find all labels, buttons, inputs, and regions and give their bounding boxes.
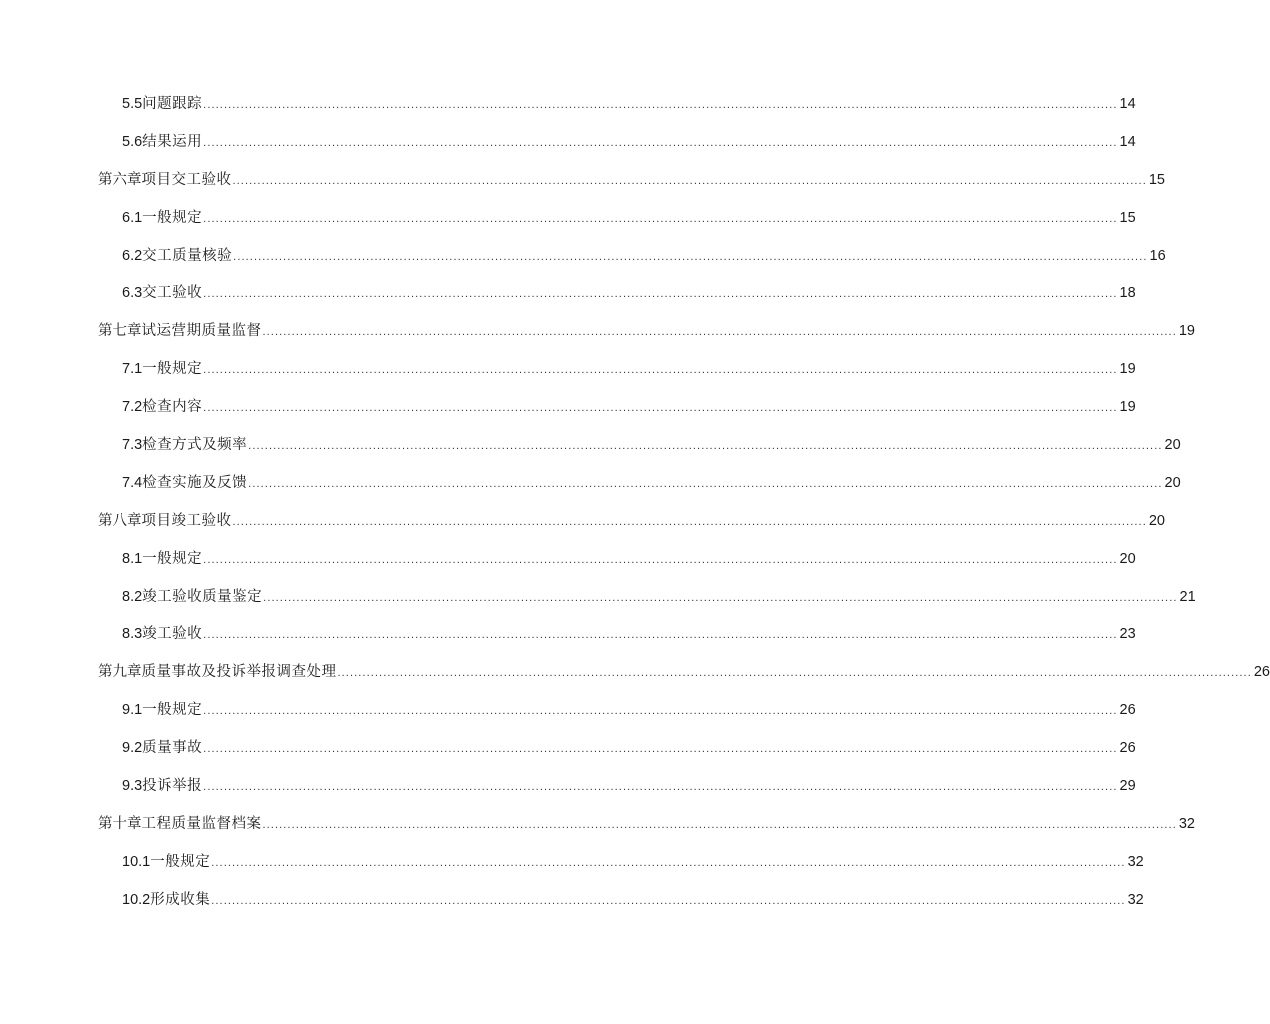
toc-page-number: 32 [1127,853,1144,870]
toc-dot-leader: ............................................................................................................................................................................................................................ [203,402,1118,415]
toc-chapter-entry[interactable] [98,321,1195,359]
toc-section-entry[interactable] [98,852,1144,890]
toc-chapter-entry[interactable] [98,662,1270,700]
toc-dot-leader: ............................................................................................................................................................................................................................ [203,288,1118,301]
toc-dot-leader: ............................................................................................................................................................................................................................ [248,440,1163,453]
toc-entry-number: 9.3 [122,778,143,795]
toc-page-number: 20 [1148,512,1165,529]
toc-entry-number: 第十章 [98,815,142,832]
toc-entry-title: 检查实施及反馈 [142,474,248,491]
toc-page-number: 26 [1119,702,1136,719]
toc-dot-leader: ............................................................................................................................................................................................................................ [203,743,1118,756]
toc-dot-leader: ............................................................................................................................................................................................................................ [232,515,1147,528]
toc-section-entry[interactable] [98,397,1136,435]
toc-section-entry[interactable] [98,587,1196,625]
toc-dot-leader: ............................................................................................................................................................................................................................ [262,326,1177,339]
toc-section-entry[interactable] [98,246,1166,284]
toc-page-number: 32 [1127,891,1144,908]
toc-entry-number: 5.5 [122,96,143,112]
toc-page-number: 14 [1119,96,1136,112]
toc-chapter-entry[interactable] [98,170,1165,208]
toc-chapter-entry[interactable] [98,814,1195,852]
toc-entry-title: 交工质量核验 [142,247,233,264]
toc-entry-title: 试运营期质量监督 [141,323,262,340]
toc-entry-number: 9.1 [122,702,143,719]
toc-page-number: 20 [1164,437,1181,454]
toc-entry-title: 竣工验收质量鉴定 [142,588,263,605]
toc-entry-title: 质量事故 [142,740,203,757]
toc-entry-number: 9.2 [122,740,143,757]
toc-page-number: 20 [1119,550,1136,567]
toc-page-number: 21 [1179,588,1196,605]
toc-page-number: 19 [1119,361,1136,378]
toc-dot-leader: ............................................................................................................................................................................................................................ [203,705,1118,718]
toc-page-number: 18 [1119,285,1136,302]
toc-entry-title: 质量事故及投诉举报调查处理 [141,664,337,681]
toc-entry-number: 6.1 [122,209,143,226]
toc-entry-title: 一般规定 [142,209,203,226]
toc-entry-number: 10.1 [122,853,151,870]
toc-dot-leader: ............................................................................................................................................................................................................................ [248,477,1163,490]
toc-entry-number: 第八章 [98,512,142,529]
toc-dot-leader: ............................................................................................................................................................................................................................ [263,591,1178,604]
toc-entry-title: 形成收集 [150,891,211,908]
toc-section-entry[interactable] [98,94,1136,132]
toc-page-number: 26 [1119,740,1136,757]
toc-entry-number: 第六章 [98,171,142,188]
toc-entry-number: 7.4 [122,474,143,491]
toc-page-number: 26 [1253,664,1270,681]
toc-entry-title: 问题跟踪 [142,96,203,112]
toc-section-entry[interactable] [98,549,1136,587]
toc-dot-leader: ............................................................................................................................................................................................................................ [203,212,1118,225]
toc-dot-leader: ............................................................................................................................................................................................................................ [211,894,1126,907]
toc-entry-title: 交工验收 [142,285,203,302]
toc-section-entry[interactable] [98,435,1181,473]
toc-page-number: 32 [1178,815,1195,832]
toc-section-entry[interactable] [98,208,1136,246]
toc-page-number: 16 [1149,247,1166,264]
toc-section-entry[interactable] [98,776,1136,814]
toc-page-number: 29 [1119,778,1136,795]
toc-page-number: 15 [1148,171,1165,188]
toc-entry-title: 一般规定 [150,853,211,870]
toc-entry-title: 一般规定 [142,361,203,378]
toc-entry-title: 检查内容 [142,399,203,416]
toc-entry-number: 7.3 [122,437,143,454]
toc-section-entry[interactable] [98,700,1136,738]
toc-entry-number: 8.1 [122,550,143,567]
toc-chapter-entry[interactable] [98,511,1165,549]
toc-page-number: 14 [1119,133,1136,150]
toc-entry-title: 检查方式及频率 [142,437,248,454]
toc-dot-leader: ............................................................................................................................................................................................................................ [203,553,1118,566]
toc-dot-leader: ............................................................................................................................................................................................................................ [337,667,1252,680]
toc-entry-title: 工程质量监督档案 [141,815,262,832]
toc-section-entry[interactable] [98,624,1136,662]
toc-section-entry[interactable] [98,283,1136,321]
toc-entry-number: 第九章 [98,664,142,681]
toc-section-entry[interactable] [98,890,1144,928]
toc-page-number: 23 [1119,626,1136,643]
toc-section-entry[interactable] [98,473,1181,511]
toc-dot-leader: ............................................................................................................................................................................................................................ [203,781,1118,794]
toc-dot-leader: ............................................................................................................................................................................................................................ [203,99,1118,111]
toc-page-number: 19 [1119,399,1136,416]
toc-page-number: 19 [1178,323,1195,340]
toc-entry-number: 6.2 [122,247,143,264]
toc-entry-title: 项目竣工验收 [141,512,232,529]
toc-entry-number: 7.1 [122,361,143,378]
toc-dot-leader: ............................................................................................................................................................................................................................ [211,856,1126,869]
toc-entry-title: 一般规定 [142,702,203,719]
toc-entry-number: 5.6 [122,133,143,150]
toc-dot-leader: ............................................................................................................................................................................................................................ [203,629,1118,642]
toc-section-entry[interactable] [98,132,1136,170]
toc-entry-number: 8.3 [122,626,143,643]
toc-page-number: 20 [1164,474,1181,491]
toc-entry-title: 竣工验收 [142,626,203,643]
toc-dot-leader: ............................................................................................................................................................................................................................ [262,818,1177,831]
toc-entry-number: 6.3 [122,285,143,302]
toc-entry-number: 8.2 [122,588,143,605]
toc-dot-leader: ............................................................................................................................................................................................................................ [232,174,1147,187]
toc-entry-number: 第七章 [98,323,142,340]
toc-dot-leader: ............................................................................................................................................................................................................................ [233,250,1148,263]
toc-dot-leader: ............................................................................................................................................................................................................................ [203,136,1118,149]
toc-page-number: 15 [1119,209,1136,226]
toc-section-entry[interactable] [98,738,1136,776]
toc-section-entry[interactable] [98,359,1136,397]
toc-dot-leader: ............................................................................................................................................................................................................................ [203,364,1118,377]
table-of-contents [98,94,1270,928]
toc-entry-number: 7.2 [122,399,143,416]
toc-entry-title: 项目交工验收 [141,171,232,188]
toc-entry-number: 10.2 [122,891,151,908]
toc-entry-title: 一般规定 [142,550,203,567]
toc-entry-title: 结果运用 [142,133,203,150]
toc-entry-title: 投诉举报 [142,778,203,795]
